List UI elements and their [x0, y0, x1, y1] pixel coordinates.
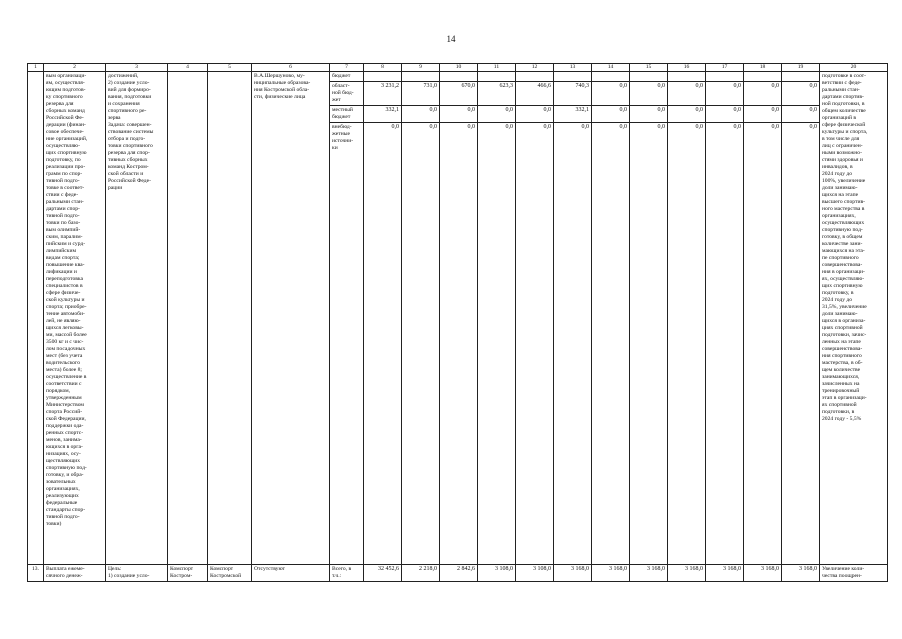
row-number-cell: [28, 72, 44, 565]
value-cell: 0,0: [782, 106, 820, 123]
value-cell: 3 231,2: [364, 82, 402, 106]
value-cell: 0,0: [592, 82, 630, 106]
funding-source-label: Всего, в т.ч.:: [330, 565, 364, 582]
column-number: 13: [554, 64, 592, 72]
table-row: [28, 565, 888, 582]
expected-results-description: подготовке в соот- ветствии с феде- ральными стан- дартами спортив- ной подготовки, в общем количестве организаций в сфере физической культуры и спорта, в том числе для лиц с ограничен- ными возможно- стями здоровья и инвалидов, в 2024 году до 100%, увеличение доли занимаю- щихся на этапе высшего спортив- ного мастерства в организациях, осуществляющих спортивную под- готовку, в общем количестве зани- мающихся на эта- пе спортивного совершенствова- ния в организаци- ях, осуществляю- щих спортивную подготовку, в 2024 году до 31,5%, увеличение доли занимаю- щихся в организа- циях спортивной подготовки, зачис- ленных на этапе совершенствова- ния спортивного мастерства, в об- щем количестве занимающихся, зачисленных на тренировочный этап в организаци- ях спортивной подготовки, в 2024 году - 5,5%: [820, 72, 888, 565]
participants-description: В.А.Шершуново, му- ниципальные образова- ния Костромской обла- сти, физические лица: [252, 72, 330, 565]
measure-description: вым организаци- ям, осуществля- ющим подготов- ку спортивного резерва для сборных команд Российской Фе- дерации (финан- совое обеспече- ние организаций, осуществляю- щих спортивную подготовку, по реализации про- грамм по спор- тивной подго- товке в соответ- ствии с феде- ральными стан- дартами спор- тивной подго- товки по базо- вым олимпий- ским, паралим- пийским и сурд- лимпийским видам спорта; повышение ква- лификации и переподготовка специалистов в сфере физиче- ской культуры и спорта; приобре- тение автомоби- лей, не являю- щихся легковы- ми, массой более 3500 кг и с чис- лом посадочных мест (без учета водительского места) более 8; осуществление в соответствии с порядком, утвержденным Министерством спорта Россий- ской Федерации, поддержки ода- ренных спортс- менов, занима- ющихся в орга- низациях, осу- ществляющих спортивную под- готовку, и обра- зовательных организациях, реализующих федеральные стандарты спор- тивной подго- товки): [44, 72, 106, 565]
value-cell: 332,1: [364, 106, 402, 123]
value-cell: 0,0: [782, 123, 820, 565]
value-cell: 2 218,0: [402, 565, 440, 582]
value-cell: [744, 72, 782, 82]
expected-results-description: Увеличение коли- чества поощрен-: [820, 565, 888, 582]
value-cell: 2 842,6: [440, 565, 478, 582]
value-cell: 3 168,0: [782, 565, 820, 582]
value-cell: 0,0: [440, 123, 478, 565]
value-cell: 0,0: [402, 106, 440, 123]
value-cell: [782, 72, 820, 82]
value-cell: 0,0: [706, 123, 744, 565]
value-cell: 3 168,0: [668, 565, 706, 582]
value-cell: 0,0: [364, 123, 402, 565]
column-number: 11: [478, 64, 516, 72]
value-cell: [630, 72, 668, 82]
value-cell: [592, 72, 630, 82]
column-number: 4: [168, 64, 208, 72]
responsible-cell: [168, 72, 208, 565]
value-cell: 0,0: [516, 123, 554, 565]
value-cell: 3 108,0: [478, 565, 516, 582]
value-cell: 0,0: [744, 123, 782, 565]
value-cell: 332,1: [554, 106, 592, 123]
responsible-cell: Комспорт Костром-: [168, 565, 208, 582]
column-number: 16: [668, 64, 706, 72]
value-cell: 0,0: [668, 82, 706, 106]
value-cell: 0,0: [478, 106, 516, 123]
funding-source-label: местный бюджет: [330, 106, 364, 123]
value-cell: [364, 72, 402, 82]
value-cell: 0,0: [592, 123, 630, 565]
column-number: 19: [782, 64, 820, 72]
funding-source-label: бюджет: [330, 72, 364, 82]
column-number: 2: [44, 64, 106, 72]
goal-description: Цель: 1) создание усло-: [106, 565, 168, 582]
value-cell: 0,0: [478, 123, 516, 565]
page-number: 14: [446, 34, 456, 44]
value-cell: 0,0: [592, 106, 630, 123]
value-cell: 466,6: [516, 82, 554, 106]
value-cell: [440, 72, 478, 82]
value-cell: 0,0: [554, 123, 592, 565]
executor-cell: [208, 72, 252, 565]
column-number: 10: [440, 64, 478, 72]
table-row: [28, 72, 888, 82]
column-number: 20: [820, 64, 888, 72]
value-cell: [668, 72, 706, 82]
value-cell: 0,0: [706, 82, 744, 106]
column-number: 1: [28, 64, 44, 72]
value-cell: [554, 72, 592, 82]
value-cell: 0,0: [668, 106, 706, 123]
value-cell: 3 108,0: [516, 565, 554, 582]
measure-description: Выплата ежеме- сячного денеж-: [44, 565, 106, 582]
value-cell: 32 452,6: [364, 565, 402, 582]
value-cell: 740,3: [554, 82, 592, 106]
value-cell: 3 168,0: [554, 565, 592, 582]
value-cell: 0,0: [516, 106, 554, 123]
column-number: 7: [330, 64, 364, 72]
value-cell: 0,0: [402, 123, 440, 565]
column-number: 9: [402, 64, 440, 72]
column-number: 18: [744, 64, 782, 72]
funding-source-label: внебюд- жетные источни- ки: [330, 123, 364, 565]
value-cell: [402, 72, 440, 82]
value-cell: 0,0: [440, 106, 478, 123]
value-cell: 3 168,0: [630, 565, 668, 582]
value-cell: 0,0: [630, 82, 668, 106]
row-number-cell: 13.: [28, 565, 44, 582]
goal-description: достижений, 2) создание усло- вий для формиро- вания, подготовки и сохранения спортивного ре- зерва Задача: совершен- ствование системы отбора и подго- товки спортивного резерва для спор- тивных сборных команд Костром- ской области и Российской Феде- рации: [106, 72, 168, 565]
column-number: 6: [252, 64, 330, 72]
value-cell: 0,0: [744, 106, 782, 123]
funding-source-label: област- ной бюд- жет: [330, 82, 364, 106]
column-number: 3: [106, 64, 168, 72]
value-cell: 0,0: [668, 123, 706, 565]
value-cell: 623,3: [478, 82, 516, 106]
value-cell: [516, 72, 554, 82]
value-cell: 731,0: [402, 82, 440, 106]
column-number: 15: [630, 64, 668, 72]
value-cell: 670,0: [440, 82, 478, 106]
value-cell: 3 168,0: [744, 565, 782, 582]
value-cell: [478, 72, 516, 82]
column-number: 5: [208, 64, 252, 72]
value-cell: 0,0: [782, 82, 820, 106]
column-number: 8: [364, 64, 402, 72]
program-table: [27, 63, 888, 582]
column-number: 12: [516, 64, 554, 72]
executor-cell: Комспорт Костромской: [208, 565, 252, 582]
value-cell: 3 168,0: [592, 565, 630, 582]
value-cell: 0,0: [706, 106, 744, 123]
participants-description: Отсутствуют: [252, 565, 330, 582]
column-number-row: [28, 64, 888, 72]
value-cell: 0,0: [630, 106, 668, 123]
column-number: 14: [592, 64, 630, 72]
value-cell: 0,0: [630, 123, 668, 565]
value-cell: 3 168,0: [706, 565, 744, 582]
column-number: 17: [706, 64, 744, 72]
value-cell: [706, 72, 744, 82]
value-cell: 0,0: [744, 82, 782, 106]
